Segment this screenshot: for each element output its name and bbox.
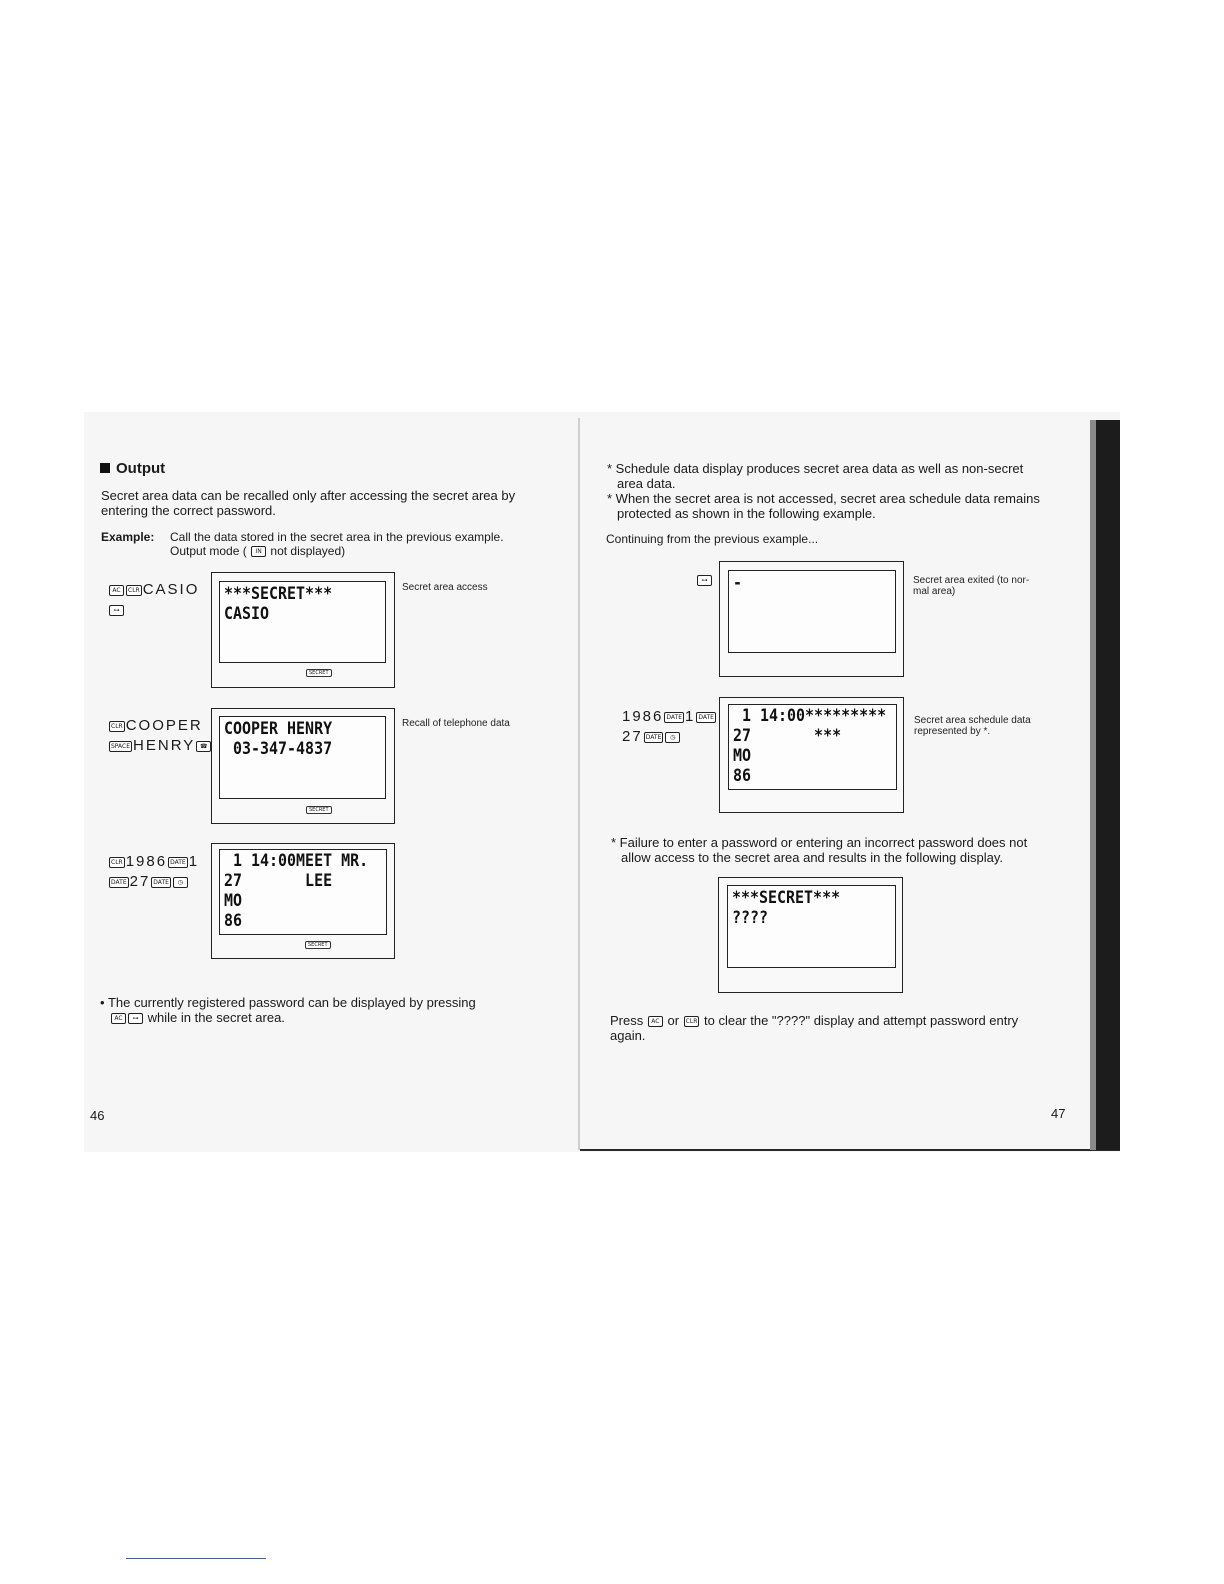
page-number-left: 46 bbox=[90, 1108, 105, 1123]
lock-key-icon: ⊶ bbox=[697, 575, 712, 586]
intro-paragraph: Secret area data can be recalled only after accessing the secret area by entering the correct password. bbox=[101, 488, 516, 518]
failure-display-frame bbox=[718, 877, 903, 993]
failure-note: * Failure to enter a password or entering an incorrect password does not allow access to the secret area and results in the following display. bbox=[611, 835, 1028, 865]
ac-key-icon: AC bbox=[648, 1016, 663, 1027]
example-text-line1: Call the data stored in the secret area in the previous example. bbox=[170, 530, 504, 544]
lock-key-icon: ⊶ bbox=[109, 605, 124, 616]
secret-indicator-icon: SECRET bbox=[306, 669, 332, 677]
date-key-icon: DATE bbox=[666, 714, 682, 721]
space-key-icon: SPACE bbox=[111, 743, 131, 750]
square-bullet-icon bbox=[100, 463, 110, 473]
step1-keys: AC CLR CASIO ⊶ bbox=[108, 580, 199, 620]
lcd-line: 27 *** bbox=[733, 726, 842, 746]
date-key-icon: DATE bbox=[153, 879, 169, 886]
step3-keys: CLR 1986 DATE 1 DATE 27 DATE ◷ bbox=[111, 853, 200, 890]
secret-indicator-icon: SECRET bbox=[306, 806, 332, 814]
lcd-line: ???? bbox=[732, 908, 769, 928]
right-step2-note: Secret area schedule data represented by *. bbox=[914, 715, 1031, 737]
lcd-line: 86 bbox=[224, 911, 243, 931]
right-step2-lcd bbox=[728, 704, 897, 790]
step3-display-frame bbox=[211, 843, 395, 959]
date-key-icon: DATE bbox=[645, 734, 662, 741]
press-instruction: Press AC or CLR to clear the "????" display and attempt password entry again. bbox=[610, 1013, 1019, 1043]
right-step1-display-frame bbox=[719, 561, 904, 677]
lcd-line: MO bbox=[733, 746, 752, 766]
lcd-line: ***SECRET*** bbox=[224, 584, 333, 604]
clock-key-icon: ◷ bbox=[173, 877, 188, 888]
lcd-line: CASIO bbox=[224, 604, 270, 624]
clr-key-icon: CLR bbox=[128, 587, 140, 594]
right-step2-display-frame bbox=[719, 697, 904, 813]
date-key-icon: DATE bbox=[111, 879, 127, 886]
clock-key-icon: ◷ bbox=[665, 732, 680, 743]
step1-note: Secret area access bbox=[402, 582, 488, 593]
lock-key-icon: ⊶ bbox=[128, 1013, 143, 1024]
step2-lcd bbox=[219, 716, 386, 799]
lcd-line: 27 LEE bbox=[224, 871, 333, 891]
lcd-cursor: - bbox=[733, 573, 743, 593]
page-fold bbox=[578, 418, 580, 1150]
lcd-line: 1 14:00********* bbox=[733, 706, 887, 726]
date-key-icon: DATE bbox=[698, 714, 714, 721]
lcd-line: 03-347-4837 bbox=[224, 739, 333, 759]
right-step1-note: Secret area exited (to nor- mal area) bbox=[913, 575, 1030, 597]
continuing-text: Continuing from the previous example... bbox=[606, 532, 819, 546]
ac-key-icon: AC bbox=[109, 585, 124, 596]
secret-indicator-icon: SECRET bbox=[305, 941, 331, 949]
example-label: Example: bbox=[101, 530, 155, 544]
lcd-line: MO bbox=[224, 891, 243, 911]
right-step2-keys: 1986 DATE 1 DATE 27 DATE ◷ bbox=[622, 708, 714, 745]
lcd-line: 1 14:00MEET MR. bbox=[224, 851, 369, 871]
date-key-icon: DATE bbox=[170, 859, 186, 866]
bottom-rule bbox=[580, 1149, 1120, 1151]
in-key-icon: IN bbox=[251, 546, 266, 557]
page-number-right: 47 bbox=[1051, 1106, 1066, 1121]
step2-note: Recall of telephone data bbox=[402, 718, 510, 729]
right-step1-keys bbox=[696, 570, 713, 590]
telephone-key-icon: ☎ bbox=[196, 741, 211, 752]
step2-keys: CLR COOPER SPACE HENRY ☎ bbox=[108, 716, 212, 756]
note-schedule-display: * Schedule data display produces secret area data as well as non-secret area data. * When the secret area is not accessed, secret area schedule data remains protected as shown in the following example. bbox=[607, 461, 1040, 521]
lcd-line: COOPER HENRY bbox=[224, 719, 333, 739]
section-heading: Output bbox=[100, 460, 165, 477]
step1-display-frame bbox=[211, 572, 395, 688]
example-text-line2: Output mode ( IN not displayed) bbox=[170, 544, 346, 558]
clr-key-icon: CLR bbox=[111, 723, 123, 730]
footer-rule bbox=[126, 1558, 266, 1559]
lcd-line: ***SECRET*** bbox=[732, 888, 841, 908]
failure-lcd bbox=[727, 885, 896, 968]
password-bullet: • The currently registered password can be displayed by pressing AC ⊶ while in the secret area. bbox=[100, 995, 476, 1025]
clr-key-icon: CLR bbox=[111, 859, 123, 866]
clr-key-icon: CLR bbox=[685, 1018, 698, 1025]
ac-key-icon: AC bbox=[111, 1013, 126, 1024]
lcd-line: 86 bbox=[733, 766, 752, 786]
step3-lcd bbox=[219, 849, 387, 935]
step1-lcd bbox=[219, 581, 386, 663]
page-edge-shadow bbox=[1096, 420, 1120, 1150]
right-step1-lcd bbox=[728, 570, 896, 653]
step2-display-frame bbox=[211, 708, 395, 824]
